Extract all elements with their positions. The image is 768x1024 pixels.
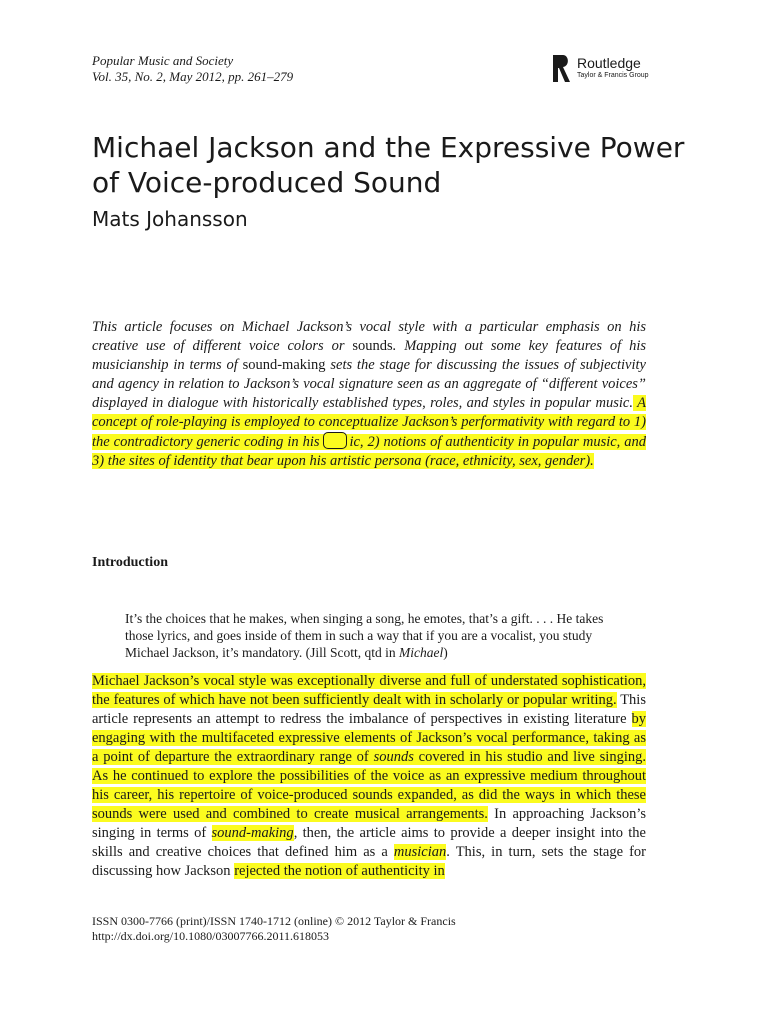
publisher-name: Routledge — [577, 55, 641, 71]
abstract-highlight: A concept of role-playing is employed to conceptualize Jackson’s performativity with regard to 1) the contradictory generic coding in his ic, 2) notions of authenticity in popular music, and 3) the sites of identity that bear upon his artistic persona (race, ethnicity, sex, gender). — [92, 395, 646, 469]
journal-name: Popular Music and Society — [92, 53, 234, 68]
article-author: Mats Johansson — [92, 207, 248, 231]
epigraph: It’s the choices that he makes, when singing a song, he emotes, that’s a gift. . . . He takes those lyrics, and goes inside of them in such a way that if you are a vocalist, you study Michael Jackson, it’s mandatory. (Jill Scott, qtd in Michael) — [125, 611, 604, 660]
comment-note-icon[interactable] — [323, 432, 347, 449]
doi-link[interactable]: http://dx.doi.org/10.1080/03007766.2011.618053 — [92, 929, 330, 943]
issn-line: ISSN 0300-7766 (print)/ISSN 1740-1712 (online) © 2012 Taylor & Francis — [92, 914, 456, 928]
journal-citation — [92, 53, 293, 85]
body-highlight: rejected the notion of authenticity in — [234, 863, 445, 879]
body-highlight: sound-making — [211, 825, 294, 841]
article-title: Michael Jackson and the Expressive Power of Voice-produced Sound — [92, 131, 685, 199]
publisher-logo — [553, 55, 653, 85]
abstract: This article focuses on Michael Jackson’s vocal style with a particular emphasis on his creative use of different voice colors or sounds. Mapping out some key features of his musicianship in terms of sound-making sets the stage for discussing the issues of subjectivity and agency in relation to Jackson’s vocal signature seen as an aggregate of “different voices” displayed in dialogue with historically established types, roles, and styles in popular music. A concept of role-playing is employed to conceptualize Jackson’s performativity with regard to 1) the contradictory generic coding in his ic, 2) notions of authenticity in popular music, and 3) the sites of identity that bear upon his artistic persona (race, ethnicity, sex, gender). — [92, 319, 646, 469]
body-highlight: musician — [393, 844, 447, 860]
body-paragraph: Michael Jackson’s vocal style was exceptionally diverse and full of understated sophistication, the features of which have not been sufficiently dealt with in scholarly or popular writing. This article represents an attempt to redress the imbalance of perspectives in existing literature by engaging with the multifaceted expressive elements of Jackson’s vocal performance, taking as a point of departure the extraordinary range of sounds covered in his studio and live singing. As he continued to explore the possibilities of the voice as an expressive medium throughout his career, his repertoire of voice-produced sounds expanded, as did the ways in which these sounds were used and combined to create musical arrangements. In approaching Jackson’s singing in terms of sound-making, then, the article aims to provide a deeper insight into the skills and creative choices that defined him as a musician. This, in turn, sets the stage for discussing how Jackson rejected the notion of authenticity in — [92, 673, 646, 879]
journal-volume: Vol. 35, No. 2, May 2012, pp. 261–279 — [92, 69, 294, 84]
publisher-group: Taylor & Francis Group — [577, 72, 649, 79]
routledge-logo-icon — [553, 55, 571, 82]
section-heading: Introduction — [92, 555, 168, 570]
body-highlight: Michael Jackson’s vocal style was exceptionally diverse and full of understated sophistication, the features of which have not been sufficiently dealt with in scholarly or popular writing. — [92, 673, 646, 708]
footer — [92, 914, 456, 944]
body-highlight: by engaging with the multifaceted expressive elements of Jackson’s vocal performance, taking as a point of departure the extraordinary range of sounds covered in his studio and live singing. As he continued to explore the possibilities of the voice as an expressive medium throughout his career, his repertoire of voice-produced sounds expanded, as did the ways in which these sounds were used and combined to create musical arrangements. — [92, 711, 646, 822]
